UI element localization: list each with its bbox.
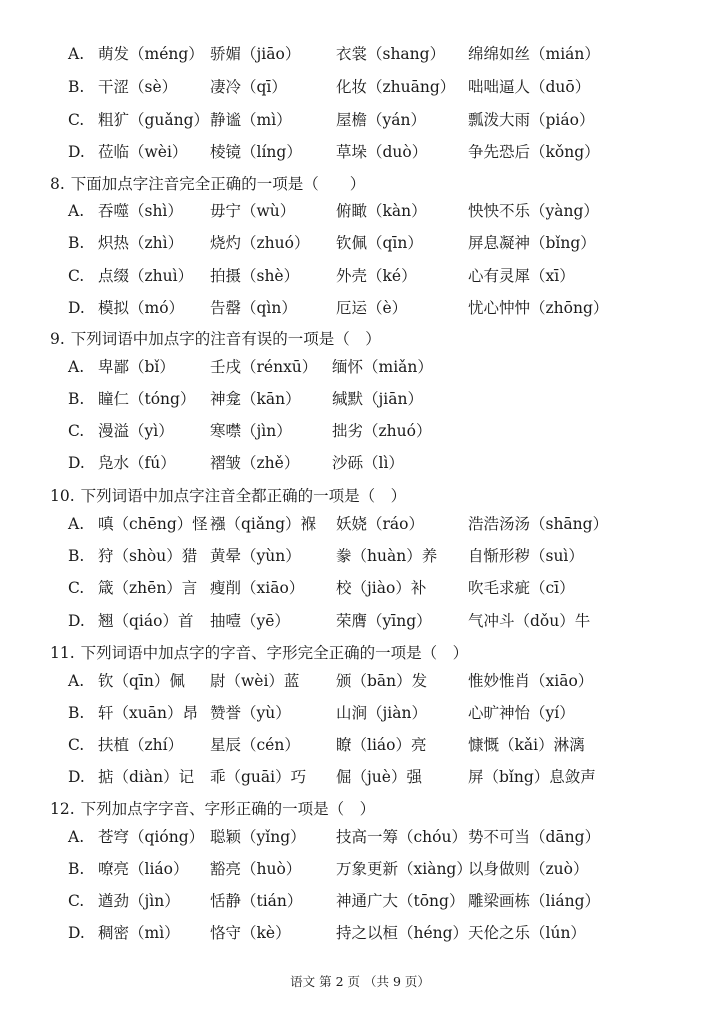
option-row	[0, 42, 720, 66]
question-number: 12.	[50, 800, 75, 818]
option-item: 钦（qīn）佩	[98, 672, 185, 690]
option-item: 争先恐后（kǒng）	[468, 143, 600, 161]
option-item: 恬静（tián）	[210, 892, 303, 910]
option-item: 翘（qiáo）首	[98, 612, 194, 630]
option-row	[0, 701, 720, 725]
option-item: 稠密（mì）	[98, 924, 180, 942]
option-item: 轩（xuān）昂	[98, 704, 198, 722]
option-item: 钦佩（qīn）	[336, 234, 423, 252]
option-item: 沙砾（lì）	[332, 454, 404, 472]
option-item: 赞誉（yù）	[210, 704, 291, 722]
option-item: 草垛（duò）	[336, 143, 428, 161]
option-label: A.	[68, 672, 85, 690]
option-item: 尉（wèi）蓝	[210, 672, 300, 690]
option-item: 倔（juè）强	[336, 768, 422, 786]
option-item: 气冲斗（dǒu）牛	[468, 612, 591, 630]
option-item: 厄运（è）	[336, 299, 408, 317]
option-label: B.	[68, 390, 85, 408]
option-item: 扶植（zhí）	[98, 736, 184, 754]
option-item: 缅怀（miǎn）	[332, 358, 433, 376]
option-item: 箴（zhēn）言	[98, 579, 198, 597]
option-label: D.	[68, 299, 85, 317]
option-item: 聪颖（yǐng）	[210, 828, 306, 846]
option-item: 校（jiào）补	[336, 579, 427, 597]
option-item: 褶皱（zhě）	[210, 454, 300, 472]
option-row	[0, 296, 720, 320]
option-item: 山涧（jiàn）	[336, 704, 427, 722]
option-row	[0, 387, 720, 411]
question-text: 下列加点字字音、字形正确的一项是（ ）	[80, 800, 376, 818]
question-text: 下列词语中加点字的注音有误的一项是（ ）	[70, 330, 381, 348]
option-label: B.	[68, 547, 85, 565]
option-label: C.	[68, 579, 85, 597]
option-item: 掂（diàn）记	[98, 768, 195, 786]
option-item: 瞳仁（tóng）	[98, 390, 196, 408]
option-row	[0, 108, 720, 132]
option-item: 怏怏不乐（yàng）	[468, 202, 599, 220]
option-item: 毋宁（wù）	[210, 202, 296, 220]
option-item: 吞噬（shì）	[98, 202, 183, 220]
option-row	[0, 765, 720, 789]
option-item: 缄默（jiān）	[332, 390, 423, 408]
question-number: 11.	[50, 644, 75, 662]
option-row	[0, 140, 720, 164]
option-item: 外壳（ké）	[336, 267, 417, 285]
option-item: 干涩（sè）	[98, 78, 178, 96]
option-item: 俯瞰（kàn）	[336, 202, 427, 220]
option-label: B.	[68, 704, 85, 722]
option-label: C.	[68, 422, 85, 440]
option-item: 瞭（liáo）亮	[336, 736, 427, 754]
option-item: 漫溢（yì）	[98, 422, 174, 440]
question-number: 10.	[50, 487, 75, 505]
option-row	[0, 451, 720, 475]
option-item: 寒噤（jìn）	[210, 422, 292, 440]
option-item: 神通广大（tōng）	[336, 892, 465, 910]
question-line	[0, 797, 720, 821]
option-item: 黄晕（yùn）	[210, 547, 301, 565]
option-item: 星辰（cén）	[210, 736, 300, 754]
option-label: B.	[68, 234, 85, 252]
option-label: D.	[68, 143, 85, 161]
question-number: 8.	[50, 175, 65, 193]
option-row	[0, 512, 720, 536]
question-line	[0, 484, 720, 508]
option-item: 烧灼（zhuó）	[210, 234, 310, 252]
option-label: C.	[68, 111, 85, 129]
option-item: 棱镜（líng）	[210, 143, 302, 161]
option-item: 妖娆（ráo）	[336, 515, 424, 533]
option-item: 凫水（fú）	[98, 454, 176, 472]
option-item: 势不可当（dāng）	[468, 828, 601, 846]
option-label: A.	[68, 202, 85, 220]
option-item: 雕梁画栋（liáng）	[468, 892, 601, 910]
question-line	[0, 172, 720, 196]
option-label: C.	[68, 892, 85, 910]
option-row	[0, 669, 720, 693]
option-row	[0, 355, 720, 379]
option-item: 屏息凝神（bǐng）	[468, 234, 596, 252]
option-item: 豢（huàn）养	[336, 547, 438, 565]
option-item: 乖（guāi）巧	[210, 768, 307, 786]
question-line	[0, 641, 720, 665]
option-row	[0, 419, 720, 443]
option-item: 自惭形秽（suì）	[468, 547, 584, 565]
option-label: D.	[68, 612, 85, 630]
option-item: 慷慨（kǎi）淋漓	[468, 736, 585, 754]
option-label: B.	[68, 860, 85, 878]
option-item: 以身做则（zuò）	[468, 860, 589, 878]
option-item: 瓢泼大雨（piáo）	[468, 111, 595, 129]
option-item: 瘦削（xiāo）	[210, 579, 305, 597]
option-label: A.	[68, 358, 85, 376]
option-label: C.	[68, 267, 85, 285]
option-item: 遒劲（jìn）	[98, 892, 180, 910]
option-item: 炽热（zhì）	[98, 234, 184, 252]
option-item: 模拟（mó）	[98, 299, 185, 317]
option-item: 心有灵犀（xī）	[468, 267, 575, 285]
question-text: 下面加点字注音完全正确的一项是（ ）	[70, 175, 366, 193]
option-item: 抽噎（yē）	[210, 612, 290, 630]
option-row	[0, 609, 720, 633]
option-row	[0, 825, 720, 849]
option-item: 咄咄逼人（duō）	[468, 78, 591, 96]
option-item: 心旷神怡（yí）	[468, 704, 575, 722]
option-item: 狩（shòu）猎	[98, 547, 198, 565]
option-label: A.	[68, 45, 85, 63]
question-text: 下列词语中加点字的字音、字形完全正确的一项是（ ）	[80, 644, 469, 662]
option-row	[0, 889, 720, 913]
option-item: 技高一筹（chóu）	[336, 828, 467, 846]
option-item: 浩浩汤汤（shāng）	[468, 515, 609, 533]
option-item: 苍穹（qióng）	[98, 828, 205, 846]
option-label: A.	[68, 828, 85, 846]
option-item: 拙劣（zhuó）	[332, 422, 432, 440]
option-item: 恪守（kè）	[210, 924, 291, 942]
question-number: 9.	[50, 330, 65, 348]
option-item: 颁（bān）发	[336, 672, 428, 690]
option-item: 持之以桓（héng）	[336, 924, 469, 942]
option-item: 吹毛求疵（cī）	[468, 579, 575, 597]
option-row	[0, 199, 720, 223]
option-item: 惟妙惟肖（xiāo）	[468, 672, 594, 690]
question-text: 下列词语中加点字注音全都正确的一项是（ ）	[80, 487, 407, 505]
option-item: 屋檐（yán）	[336, 111, 426, 129]
option-item: 萌发（méng）	[98, 45, 204, 63]
option-item: 莅临（wèi）	[98, 143, 188, 161]
option-item: 点缀（zhuì）	[98, 267, 194, 285]
option-row	[0, 857, 720, 881]
option-item: 静谧（mì）	[210, 111, 292, 129]
option-item: 拍摄（shè）	[210, 267, 300, 285]
option-item: 衣裳（shang）	[336, 45, 446, 63]
option-item: 化妆（zhuāng）	[336, 78, 456, 96]
option-row	[0, 733, 720, 757]
option-item: 神龛（kān）	[210, 390, 301, 408]
option-item: 屏（bǐng）息敛声	[468, 768, 596, 786]
option-item: 凄冷（qī）	[210, 78, 287, 96]
option-item: 万象更新（xiàng）	[336, 860, 472, 878]
option-row	[0, 75, 720, 99]
option-row	[0, 231, 720, 255]
option-row	[0, 544, 720, 568]
option-row	[0, 576, 720, 600]
option-label: A.	[68, 515, 85, 533]
option-label: D.	[68, 768, 85, 786]
option-item: 卑鄙（bǐ）	[98, 358, 175, 376]
page-footer: 语文 第 2 页 （共 9 页）	[290, 974, 430, 989]
option-item: 骄媚（jiāo）	[210, 45, 301, 63]
option-item: 嗔（chēng）怪	[98, 515, 208, 533]
option-item: 嘹亮（liáo）	[98, 860, 189, 878]
option-item: 襁（qiǎng）褓	[210, 515, 317, 533]
option-item: 告罄（qìn）	[210, 299, 297, 317]
option-item: 绵绵如丝（mián）	[468, 45, 600, 63]
option-label: D.	[68, 454, 85, 472]
option-item: 忧心忡忡（zhōng）	[468, 299, 609, 317]
option-row	[0, 921, 720, 945]
option-label: D.	[68, 924, 85, 942]
question-line	[0, 327, 720, 351]
option-item: 壬戌（rénxū）	[210, 358, 318, 376]
option-item: 粗犷（guǎng）	[98, 111, 210, 129]
option-row	[0, 264, 720, 288]
option-label: C.	[68, 736, 85, 754]
option-item: 荣膺（yīng）	[336, 612, 432, 630]
option-item: 天伦之乐（lún）	[468, 924, 586, 942]
option-label: B.	[68, 78, 85, 96]
option-item: 豁亮（huò）	[210, 860, 302, 878]
